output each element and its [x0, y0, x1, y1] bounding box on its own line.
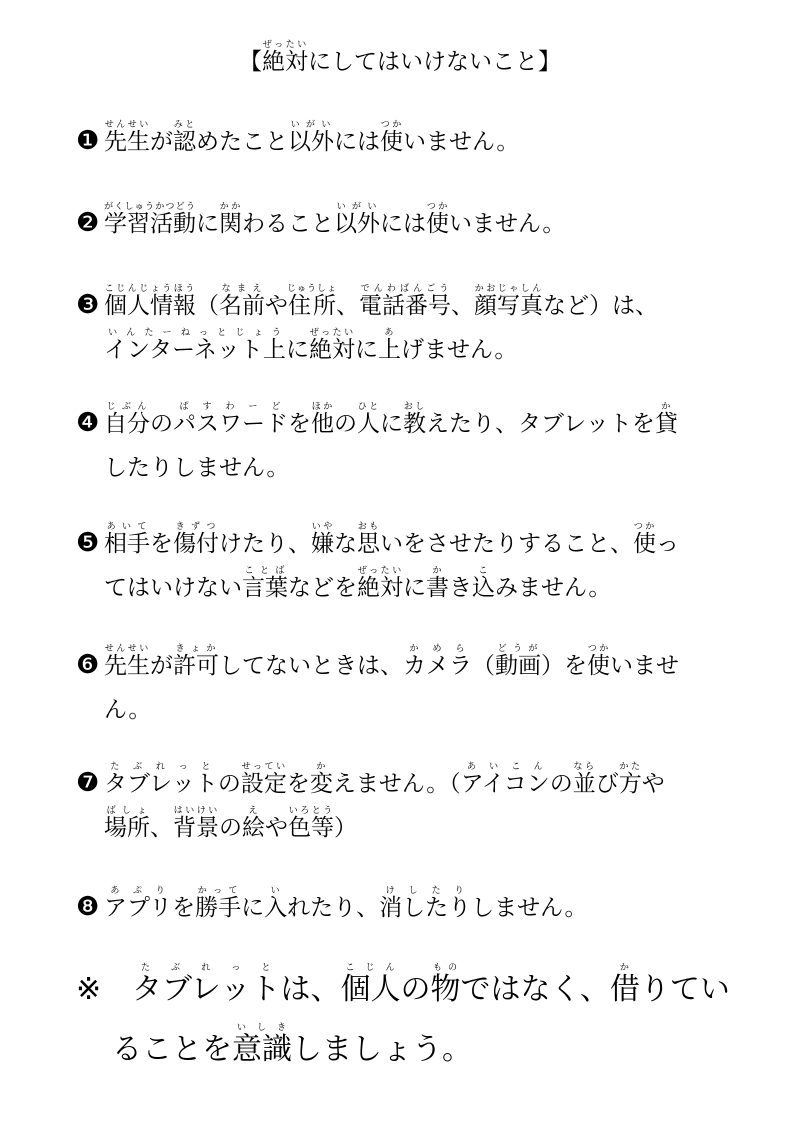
rule-5 [76, 514, 736, 624]
rule-text-line1: 個人情報こじんじょうほう（名前なまえや住所じゅうしょ、電話番号でんわばんごう、顔写真かおじゃしんなど）は、 [104, 284, 659, 319]
rule-3 [76, 276, 736, 386]
rule-text-line1: 自分じぶんのパスワードぱすわーどを他ほかの人ひとに教おしえたり、タブレットを貸か [104, 402, 678, 437]
note [76, 960, 746, 1090]
rule-number: ❹ [76, 408, 100, 438]
rule-text-line2: 場所ばしょ、背景はいけいの絵えや色等いろとう） [104, 806, 357, 841]
rule-text-line1: タブレットたぶれっとの設定せっていを変かえません。（アイコンあいこんの並ならび方かたや [104, 762, 665, 797]
rule-number: ❼ [76, 768, 100, 798]
rule-text-line1: 先生せんせいが許可きょかしてないときは、カメラかめら（動画どうが）を使つかいませ [104, 644, 679, 679]
rule-number: ❺ [76, 528, 100, 558]
reference-mark: ※ [76, 972, 102, 1007]
rule-text: 先生せんせいが認みとめたこと以外いがいには使つかいません。 [104, 120, 520, 155]
rule-number: ❽ [76, 892, 100, 922]
note-line2: ることを意識いしきしましょう。 [112, 1023, 472, 1067]
rule-text-line2: ん。 [104, 697, 152, 723]
rule-1 [76, 112, 736, 172]
rule-text-line2: てはいけない言葉ことばなどを絶対ぜったいに書かき込こみません。 [104, 566, 612, 601]
rule-2 [76, 194, 736, 254]
rule-number: ❷ [76, 208, 100, 238]
rule-text-line2: したりしません。 [104, 455, 290, 481]
rule-text-line2: インターネット上いんたーねっとじょうに絶対ぜったいに上あげません。 [104, 328, 518, 363]
rule-number: ❸ [76, 290, 100, 320]
rule-text: アプリあぷりを勝手かってに入いれたり、消したりけしたりしません。 [104, 886, 588, 921]
title-ruby: 絶対ぜったい [262, 40, 308, 75]
page-title: 【絶対ぜったいにしてはいけないこと】 [239, 40, 561, 75]
rule-text: 学習活動がくしゅうかつどうに関かかわること以外いがいには使つかいません。 [104, 202, 566, 237]
rule-text-line1: 相手あいてを傷付きずつけたり、嫌いやな思おもいをさせたりすること、使つかっ [104, 522, 679, 557]
rule-number: ❶ [76, 126, 100, 156]
note-line1: タブレットたぶれっとは、個人こじんの物ものではなく、借かりてい [132, 963, 730, 1007]
rule-7 [76, 754, 736, 864]
rule-6 [76, 636, 736, 746]
rule-8 [76, 878, 736, 938]
rule-4 [76, 394, 736, 504]
rule-number: ❻ [76, 650, 100, 680]
